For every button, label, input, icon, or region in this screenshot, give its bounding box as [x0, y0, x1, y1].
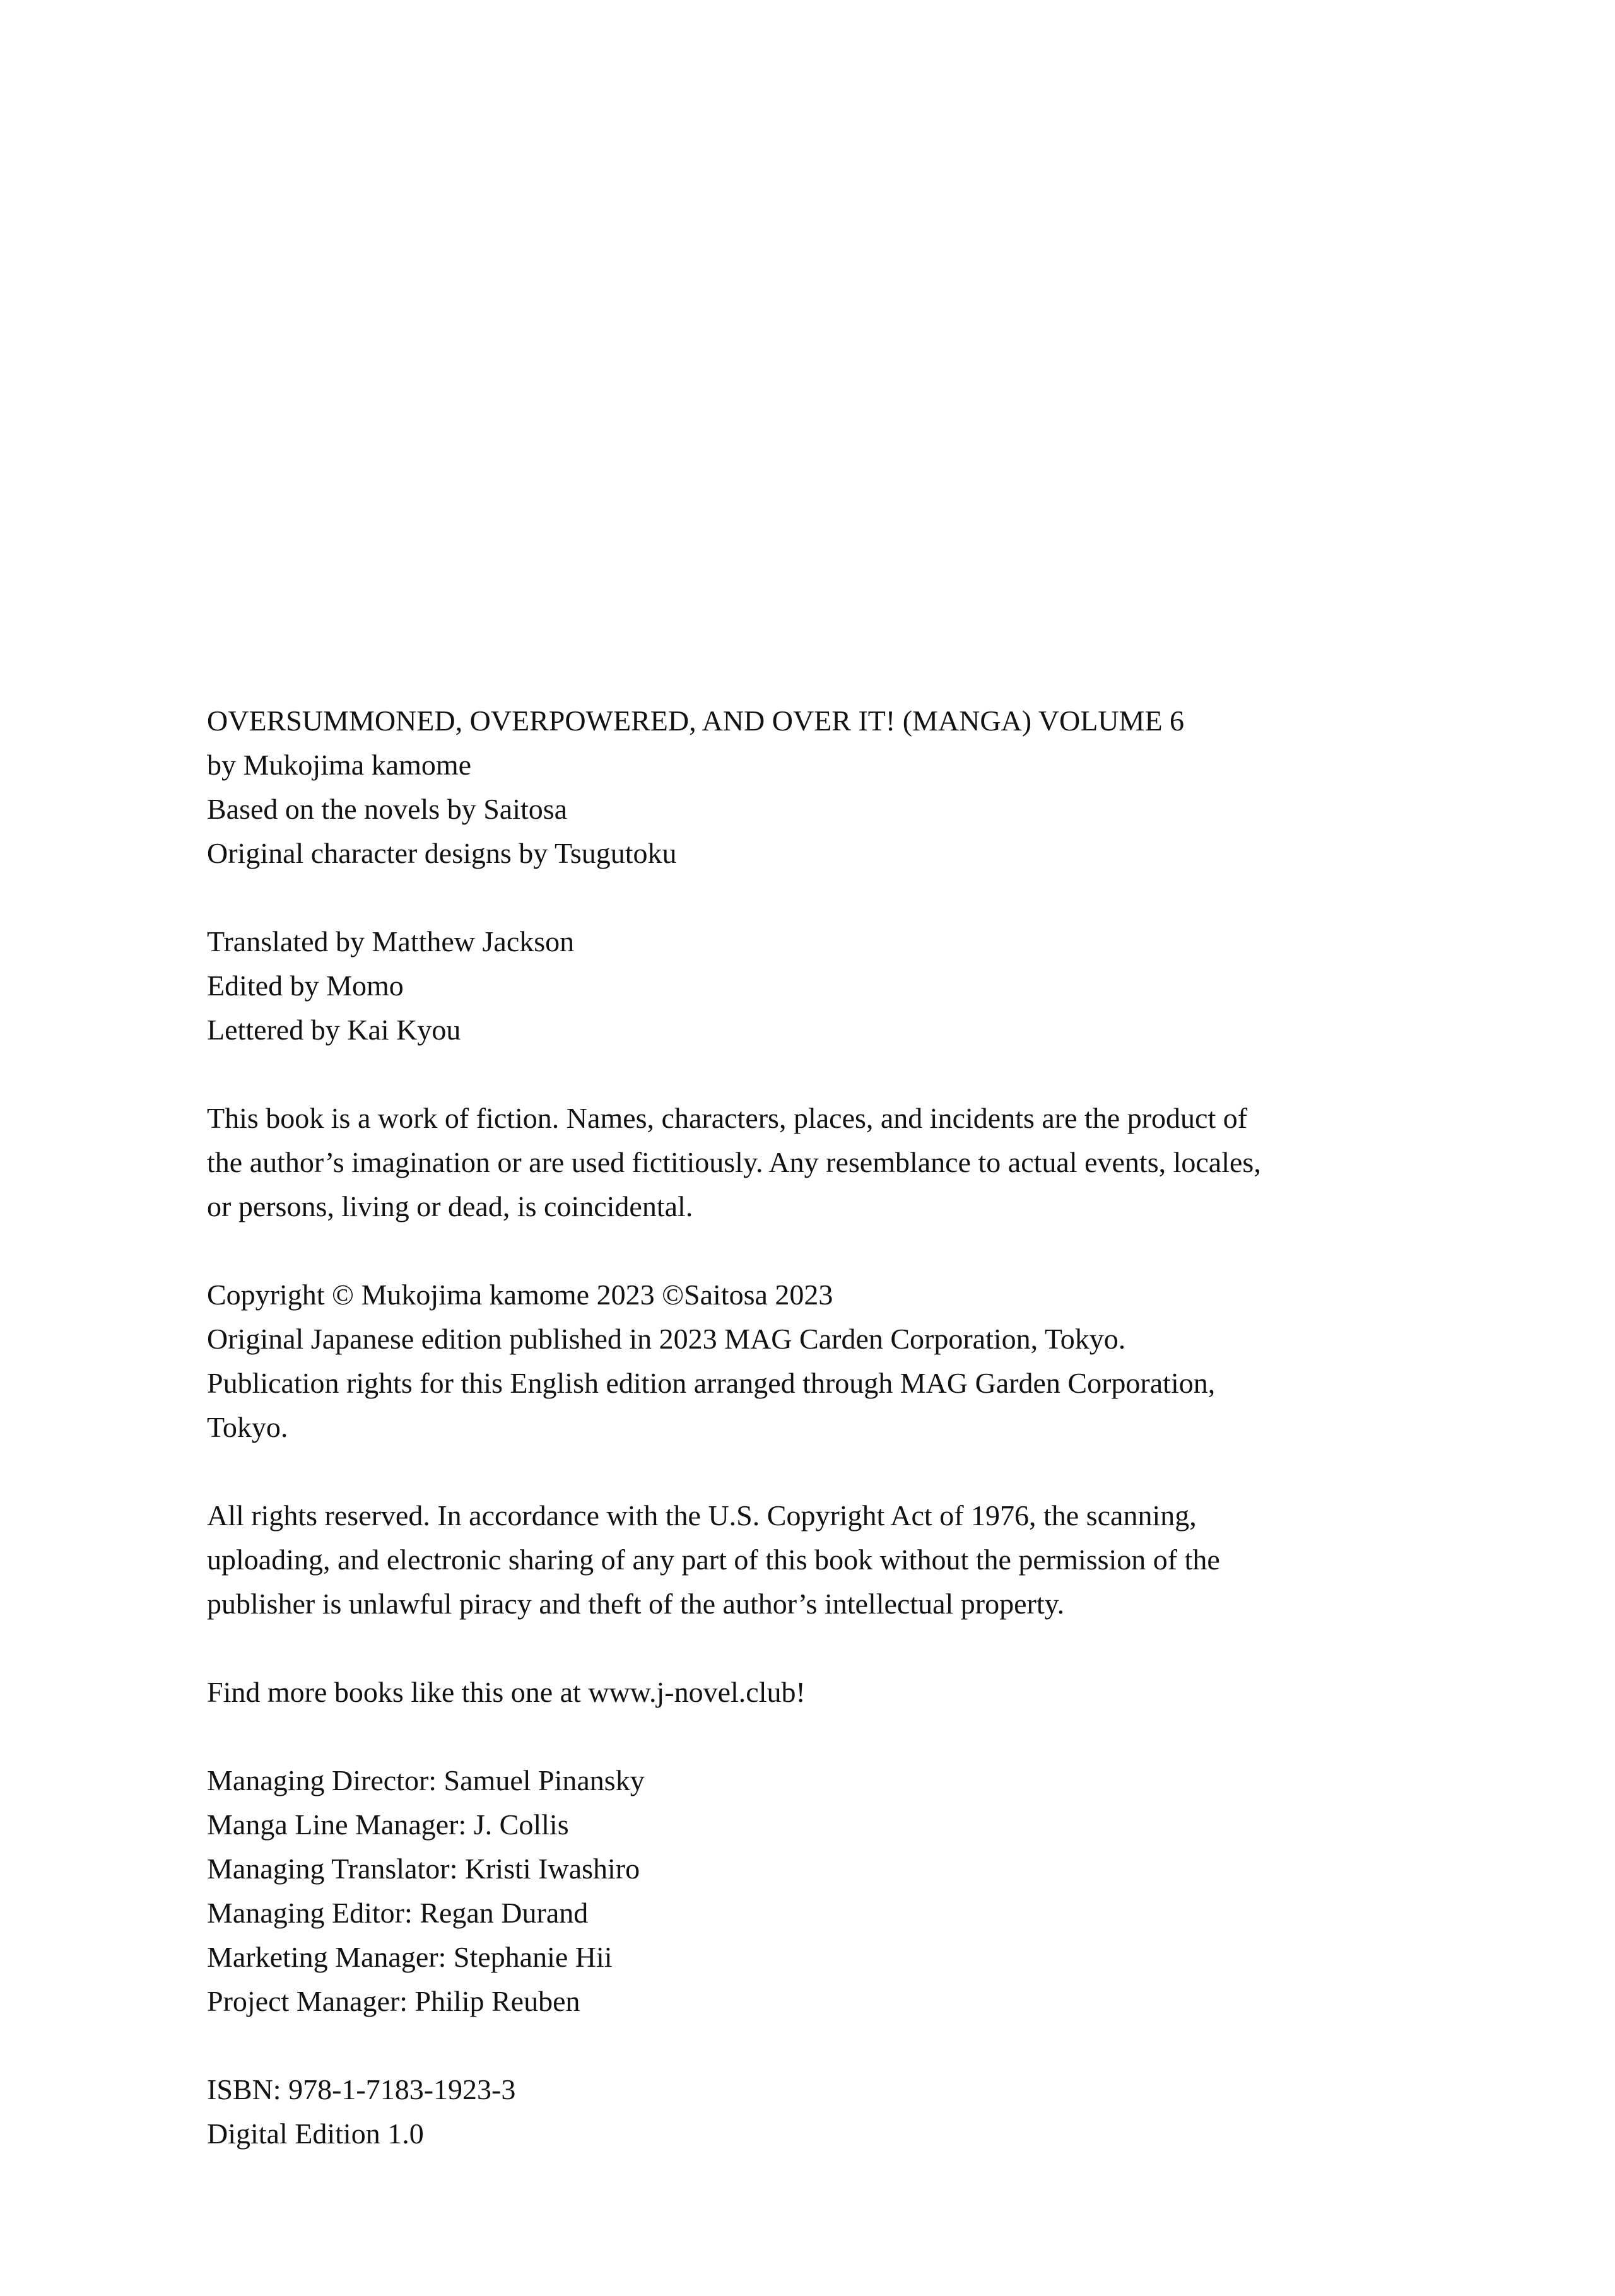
- team-credit: Managing Editor: Regan Durand: [207, 1897, 589, 1929]
- copyright-line: Publication rights for this English edition arranged through MAG Garden Corporation,: [207, 1367, 1216, 1399]
- copyright-notice-paragraph: [207, 1273, 1557, 1450]
- fiction-disclaimer-paragraph: [207, 1096, 1557, 1229]
- colophon-text-block: [207, 699, 1557, 2156]
- team-credit: Project Manager: Philip Reuben: [207, 1985, 580, 2017]
- team-credit: Managing Translator: Kristi Iwashiro: [207, 1853, 640, 1885]
- copyright-line: Copyright © Mukojima kamome 2023 ©Saitosa 2023: [207, 1279, 833, 1311]
- localization-credits-block: [207, 920, 1557, 1052]
- team-credit: Manga Line Manager: J. Collis: [207, 1808, 569, 1841]
- author-credit: by Mukojima kamome: [207, 749, 472, 781]
- promo-line: Find more books like this one at www.j-novel.club!: [207, 1676, 806, 1708]
- character-design-credit: Original character designs by Tsugutoku: [207, 837, 677, 869]
- team-credit: Managing Director: Samuel Pinansky: [207, 1764, 645, 1796]
- publisher-team-block: [207, 1759, 1557, 2024]
- rights-reserved-paragraph: [207, 1494, 1557, 1626]
- editor-credit: Edited by Momo: [207, 969, 404, 1002]
- edition-line: Digital Edition 1.0: [207, 2117, 424, 2150]
- novel-credit: Based on the novels by Saitosa: [207, 793, 568, 825]
- rights-line: publisher is unlawful piracy and theft of the author’s intellectual property.: [207, 1588, 1065, 1620]
- disclaimer-line: This book is a work of fiction. Names, characters, places, and incidents are the product of: [207, 1102, 1248, 1134]
- letterer-credit: Lettered by Kai Kyou: [207, 1014, 461, 1046]
- rights-line: All rights reserved. In accordance with the U.S. Copyright Act of 1976, the scanning,: [207, 1499, 1197, 1532]
- rights-line: uploading, and electronic sharing of any part of this book without the permission of the: [207, 1543, 1220, 1576]
- disclaimer-line: the author’s imagination or are used fictitiously. Any resemblance to actual events, locales,: [207, 1146, 1261, 1178]
- copyright-line: Tokyo.: [207, 1411, 288, 1443]
- isbn-line: ISBN: 978-1-7183-1923-3: [207, 2073, 516, 2106]
- disclaimer-line: or persons, living or dead, is coincidental.: [207, 1190, 693, 1222]
- translator-credit: Translated by Matthew Jackson: [207, 925, 575, 958]
- edition-block: [207, 2068, 1557, 2156]
- title-block: [207, 699, 1557, 876]
- promo-block: [207, 1670, 1557, 1714]
- team-credit: Marketing Manager: Stephanie Hii: [207, 1941, 613, 1973]
- copyright-line: Original Japanese edition published in 2023 MAG Carden Corporation, Tokyo.: [207, 1323, 1126, 1355]
- book-title: OVERSUMMONED, OVERPOWERED, AND OVER IT! (MANGA) VOLUME 6: [207, 705, 1185, 737]
